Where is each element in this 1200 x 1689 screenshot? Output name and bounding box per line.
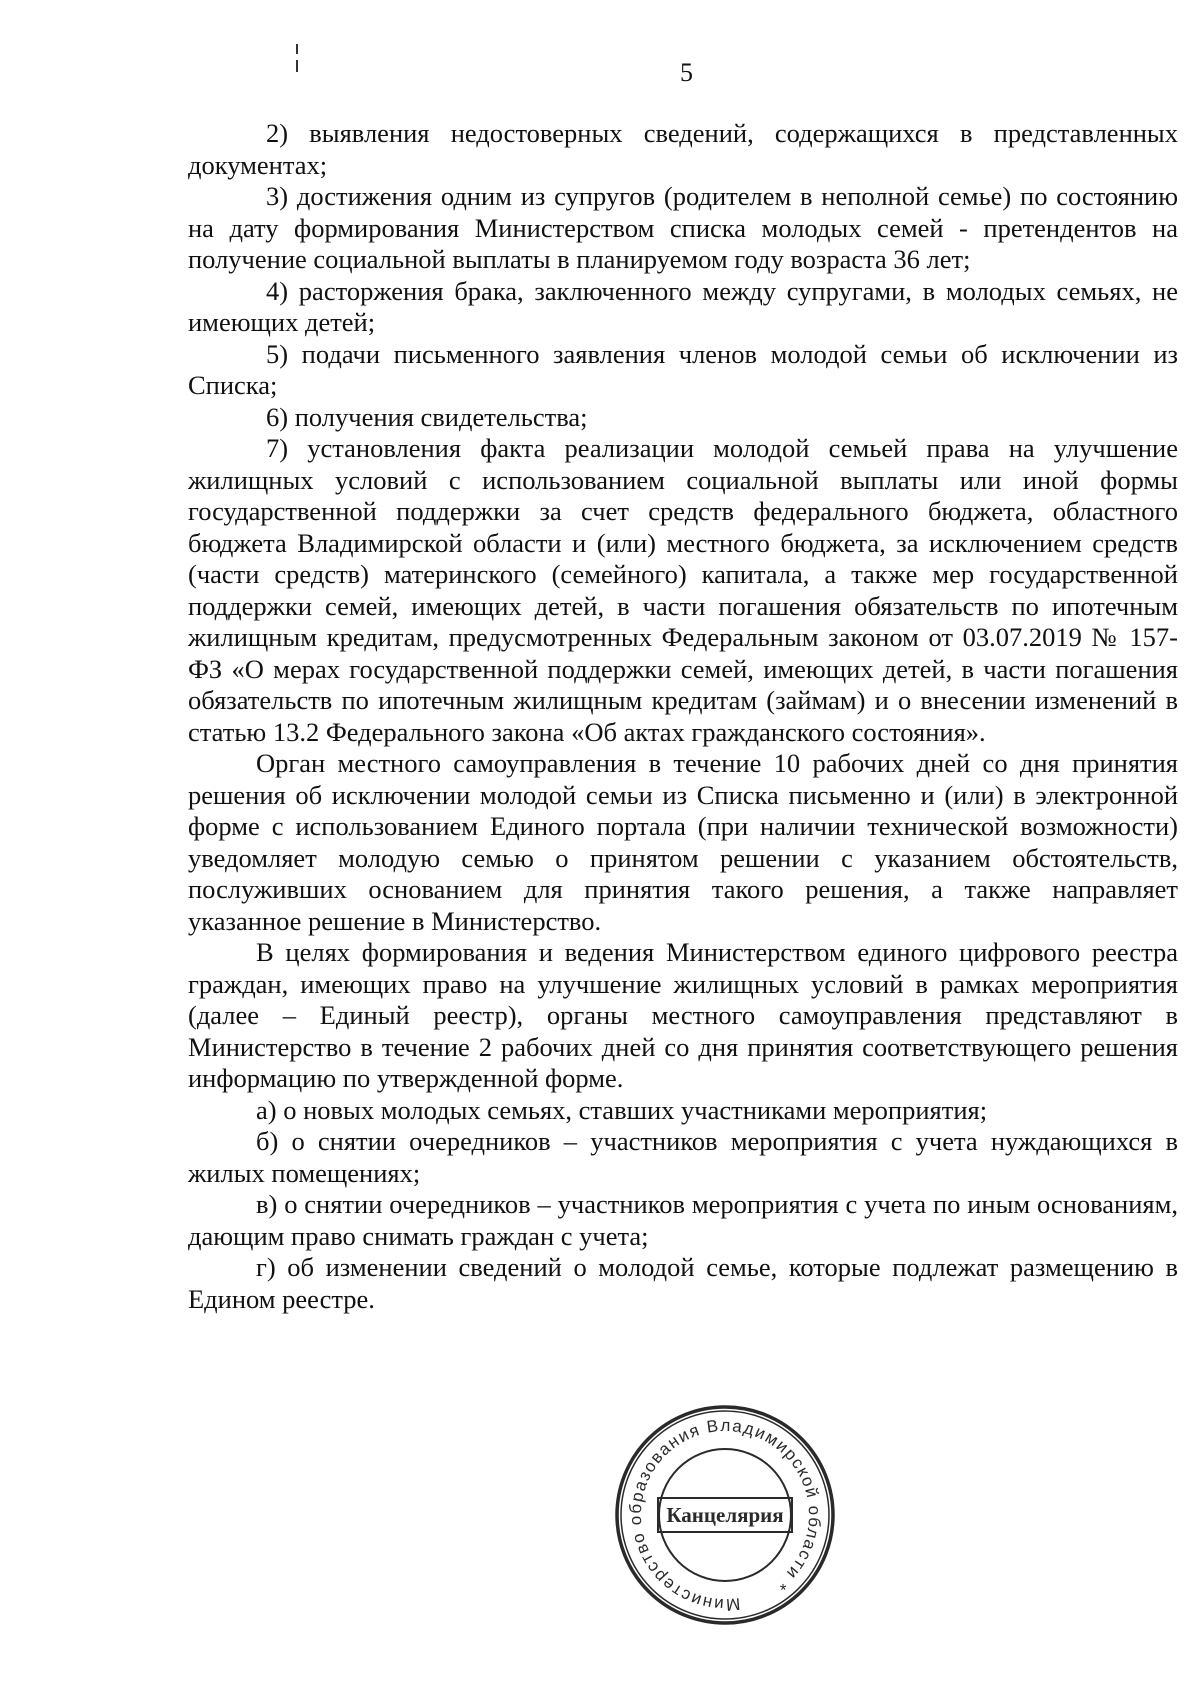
scan-artifact <box>296 60 298 72</box>
list-item-7: 7) установления факта реализации молодой семьей права на улучшение жилищных условий с использованием социальной выплаты или иной формы государственной поддержки за счет средств федерального бюджета, областного бюджета Владимирской области и (или) местного бюджета, за исключением средств (части средств) материнского (семейного) капитала, а также мер государственной поддержки семей, имеющих детей, в части погашения обязательств по ипотечным жилищным кредитам, предусмотренных Федеральным законом от 03.07.2019 № 157-ФЗ «О мерах государственной поддержки семей, имеющих детей, в части погашения обязательств по ипотечным жилищным кредитам (займам) и о внесении изменений в статью 13.2 Федерального закона «Об актах гражданского состояния». <box>188 433 1178 747</box>
sub-item-a: а) о новых молодых семьях, ставших участниками мероприятия; <box>256 1094 988 1125</box>
scan-artifact <box>296 44 298 54</box>
stamp-seal-icon <box>610 1400 840 1630</box>
list-item-4: 4) расторжения брака, заключенного между супругами, в молодых семьях, не имеющих детей; <box>188 275 1178 337</box>
sub-item-g: г) об изменении сведений о молодой семье, которые подлежат размещению в Едином реестре. <box>188 1252 1178 1314</box>
list-item-5: 5) подачи письменного заявления членов молодой семьи об исключении из Списка; <box>188 338 1178 400</box>
paragraph-registry: В целях формирования и ведения Министерством единого цифрового реестра граждан, имеющих право на улучшение жилищных условий в рамках мероприятия (далее – Единый реестр), органы местного самоуправления представляют в Министерство в течение 2 рабочих дней со дня принятия соответствующего решения информацию по утвержденной форме. <box>188 937 1178 1093</box>
sub-item-v: в) о снятии очередников – участников мероприятия с учета по иным основаниям, дающим право снимать граждан с учета; <box>188 1189 1178 1251</box>
stamp-ring-text: Министерство образования Владимирской области * <box>625 1415 825 1615</box>
list-item-6: 6) получения свидетельства; <box>266 401 588 432</box>
sub-item-b: б) о снятии очередников – участников мероприятия с учета нуждающихся в жилых помещениях; <box>188 1126 1178 1188</box>
page-number: 5 <box>680 58 693 87</box>
stamp-center-text: Канцелярия <box>666 1503 784 1527</box>
document-body <box>188 118 1178 1315</box>
paragraph-notification: Орган местного самоуправления в течение 10 рабочих дней со дня принятия решения об исключении молодой семьи из Списка письменно и (или) в электронной форме с использованием Единого портала (при наличии технической возможности) уведомляет молодую семью о принятом решении с указанием обстоятельств, послуживших основанием для принятия такого решения, а также направляет указанное решение в Министерство. <box>188 748 1178 936</box>
list-item-2: 2) выявления недостоверных сведений, содержащихся в представленных документах; <box>188 118 1178 180</box>
list-item-3: 3) достижения одним из супругов (родителем в неполной семье) по состоянию на дату формирования Министерством списка молодых семей - претендентов на получение социальной выплаты в планируемом году возраста 36 лет; <box>188 181 1178 274</box>
official-stamp <box>610 1400 840 1630</box>
